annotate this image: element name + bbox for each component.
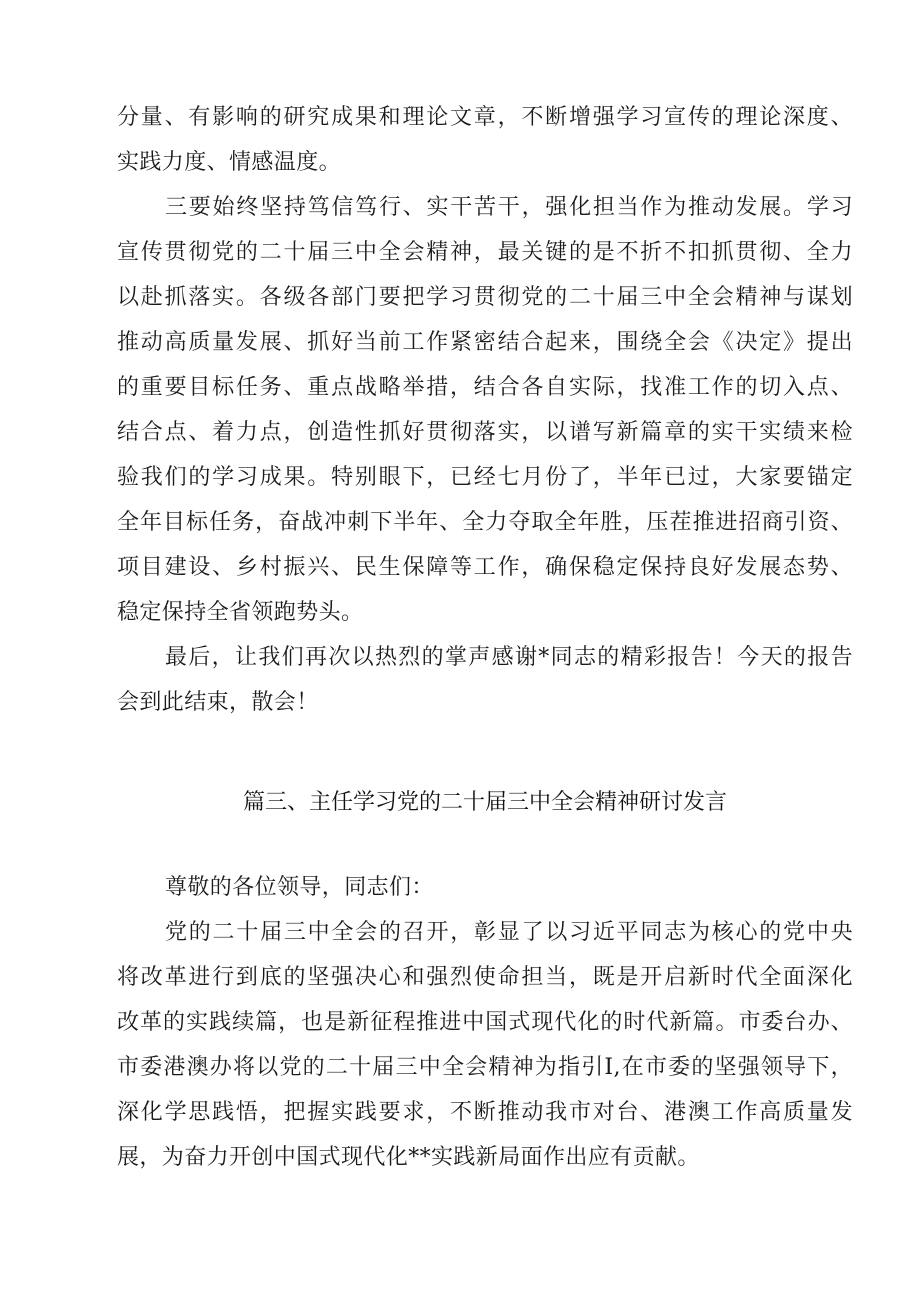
- text-line: 改革的实践续篇，也是新征程推进中国式现代化的时代新篇。市委台办、: [117, 1010, 853, 1035]
- text-line: 验我们的学习成果。特别眼下，已经七月份了，半年已过，大家要锚定: [117, 465, 853, 490]
- text-line: 市委港澳办将以党的二十届三中全会精神为指引I,在市委的坚强领导下，: [117, 1055, 853, 1080]
- text-line: 深化学思践悟，把握实践要求，不断推动我市对台、港澳工作高质量发: [117, 1100, 853, 1125]
- text-line: 会到此结束，散会！: [117, 690, 319, 715]
- text-line: 将改革进行到底的坚强决心和强烈使命担当，既是开启新时代全面深化: [117, 965, 853, 990]
- text-line: 宣传贯彻党的二十届三中全会精神，最关键的是不折不扣抓贯彻、全力: [117, 240, 853, 265]
- text-line: 结合点、着力点，创造性抓好贯彻落实，以谱写新篇章的实干实绩来检: [117, 420, 853, 445]
- closing-paragraph: [117, 635, 853, 725]
- speech-paragraph: [117, 910, 853, 1180]
- text-line: 推动高质量发展、抓好当前工作紧密结合起来，围绕全会《决定》提出: [117, 330, 853, 355]
- text-line: 全年目标任务，奋战冲刺下半年、全力夺取全年胜，压茬推进招商引资、: [117, 510, 853, 535]
- paragraph-three: [117, 185, 853, 635]
- salutation: 尊敬的各位领导，同志们：: [165, 875, 434, 900]
- section-heading: 篇三、主任学习党的二十届三中全会精神研讨发言: [242, 790, 727, 815]
- text-line: 实践力度、情感温度。: [117, 150, 342, 175]
- text-line: 最后，让我们再次以热烈的掌声感谢*同志的精彩报告！今天的报告: [165, 645, 853, 670]
- text-line: 展，为奋力开创中国式现代化**实践新局面作出应有贡献。: [117, 1145, 700, 1170]
- text-line: 稳定保持全省领跑势头。: [117, 600, 364, 625]
- text-line: 分量、有影响的研究成果和理论文章，不断增强学习宣传的理论深度、: [117, 105, 853, 130]
- continuation-paragraph: [117, 95, 853, 185]
- text-line: 项目建设、乡村振兴、民生保障等工作，确保稳定保持良好发展态势、: [117, 555, 853, 580]
- text-line: 的重要目标任务、重点战略举措，结合各自实际，找准工作的切入点、: [117, 375, 853, 400]
- text-line: 党的二十届三中全会的召开，彰显了以习近平同志为核心的党中央: [165, 920, 853, 945]
- text-line: 三要始终坚持笃信笃行、实干苦干，强化担当作为推动发展。学习: [165, 195, 853, 220]
- text-line: 以赴抓落实。各级各部门要把学习贯彻党的二十届三中全会精神与谋划: [117, 285, 853, 310]
- document-page: [117, 95, 853, 1180]
